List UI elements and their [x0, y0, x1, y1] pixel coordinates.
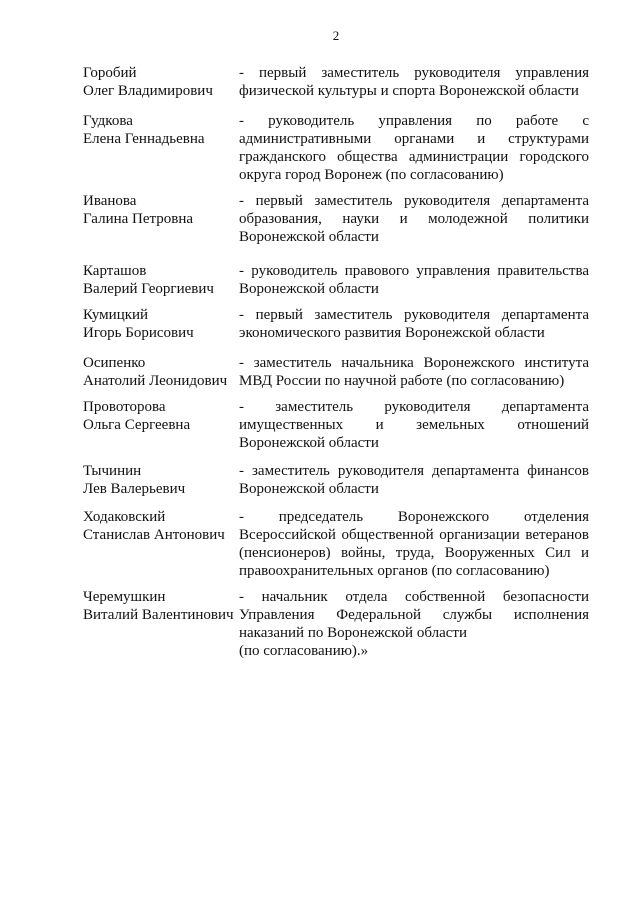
entry-ivanova [83, 192, 593, 250]
given-names: Елена Геннадьевна [83, 131, 205, 147]
role-line: - заместитель начальника Воронежского института [239, 355, 589, 371]
surname: Иванова [83, 193, 137, 209]
given-names: Ольга Сергеевна [83, 417, 191, 433]
role-line: - заместитель руководителя департамента финансов [239, 463, 589, 479]
role-line: - руководитель правового управления правительства [239, 263, 589, 279]
role-description [239, 462, 589, 498]
role-description [239, 588, 589, 660]
person-name [83, 112, 239, 148]
given-names: Олег Владимирович [83, 83, 213, 99]
role-line: - первый заместитель руководителя департамента [239, 193, 589, 209]
role-description [239, 262, 589, 298]
person-name [83, 306, 239, 342]
role-line: - первый заместитель руководителя департамента [239, 307, 589, 323]
role-line: Воронежской области [239, 281, 379, 297]
surname: Горобий [83, 65, 137, 81]
role-line: - руководитель управления по работе с [239, 113, 589, 129]
given-names: Виталий Валентинович [83, 607, 234, 623]
role-line: Воронежской области [239, 435, 379, 451]
entry-provotorova [83, 398, 593, 456]
surname: Черемушкин [83, 589, 166, 605]
entry-gudkova [83, 112, 593, 188]
given-names: Анатолий Леонидович [83, 373, 228, 389]
role-description [239, 398, 589, 452]
surname: Тычинин [83, 463, 142, 479]
entry-cheremushkin [83, 588, 593, 664]
entry-osipenko [83, 354, 593, 394]
person-name [83, 192, 239, 228]
surname: Карташов [83, 263, 147, 279]
surname: Гудкова [83, 113, 133, 129]
given-names: Валерий Георгиевич [83, 281, 214, 297]
role-line: - первый заместитель руководителя управления [239, 65, 589, 81]
role-line: округа город Воронеж (по согласованию) [239, 167, 504, 183]
role-line: - начальник отдела собственной безопасности [239, 589, 589, 605]
role-line: образования, науки и молодежной политики [239, 211, 589, 227]
entry-tychinin [83, 462, 593, 502]
entry-gorobiy [83, 64, 593, 104]
entry-kartashov [83, 262, 593, 302]
surname: Провоторова [83, 399, 166, 415]
person-name [83, 508, 239, 544]
given-names: Станислав Антонович [83, 527, 225, 543]
role-line: Всероссийской общественной организации ветеранов [239, 527, 589, 543]
role-line: (пенсионеров) войны, труда, Вооруженных Сил и [239, 545, 589, 561]
role-line: - председатель Воронежского отделения [239, 509, 589, 525]
surname: Ходаковский [83, 509, 166, 525]
page-number: 2 [332, 28, 340, 43]
role-line: Воронежской области [239, 481, 379, 497]
role-description [239, 64, 589, 100]
role-line: физической культуры и спорта Воронежской области [239, 83, 579, 99]
role-description [239, 508, 589, 580]
role-line: (по согласованию).» [239, 643, 369, 659]
role-description [239, 354, 589, 390]
given-names: Игорь Борисович [83, 325, 194, 341]
role-description [239, 306, 589, 342]
entry-kumitskiy [83, 306, 593, 346]
role-line: - заместитель руководителя департамента [239, 399, 589, 415]
given-names: Лев Валерьевич [83, 481, 186, 497]
person-name [83, 462, 239, 498]
entry-khodakovskiy [83, 508, 593, 584]
role-line: экономического развития Воронежской области [239, 325, 545, 341]
person-name [83, 262, 239, 298]
role-line: МВД России по научной работе (по согласованию) [239, 373, 565, 389]
role-line: гражданского общества администрации городского [239, 149, 589, 165]
role-line: Управления Федеральной службы исполнения [239, 607, 589, 623]
person-name [83, 398, 239, 434]
surname: Кумицкий [83, 307, 149, 323]
person-name [83, 64, 239, 100]
given-names: Галина Петровна [83, 211, 194, 227]
surname: Осипенко [83, 355, 146, 371]
role-line: наказаний по Воронежской области [239, 625, 467, 641]
role-line: правоохранительных органов (по согласованию) [239, 563, 550, 579]
role-line: имущественных и земельных отношений [239, 417, 589, 433]
role-line: административными органами и структурами [239, 131, 589, 147]
person-name [83, 354, 239, 390]
role-description [239, 112, 589, 184]
role-description [239, 192, 589, 246]
role-line: Воронежской области [239, 229, 379, 245]
person-name [83, 588, 239, 624]
